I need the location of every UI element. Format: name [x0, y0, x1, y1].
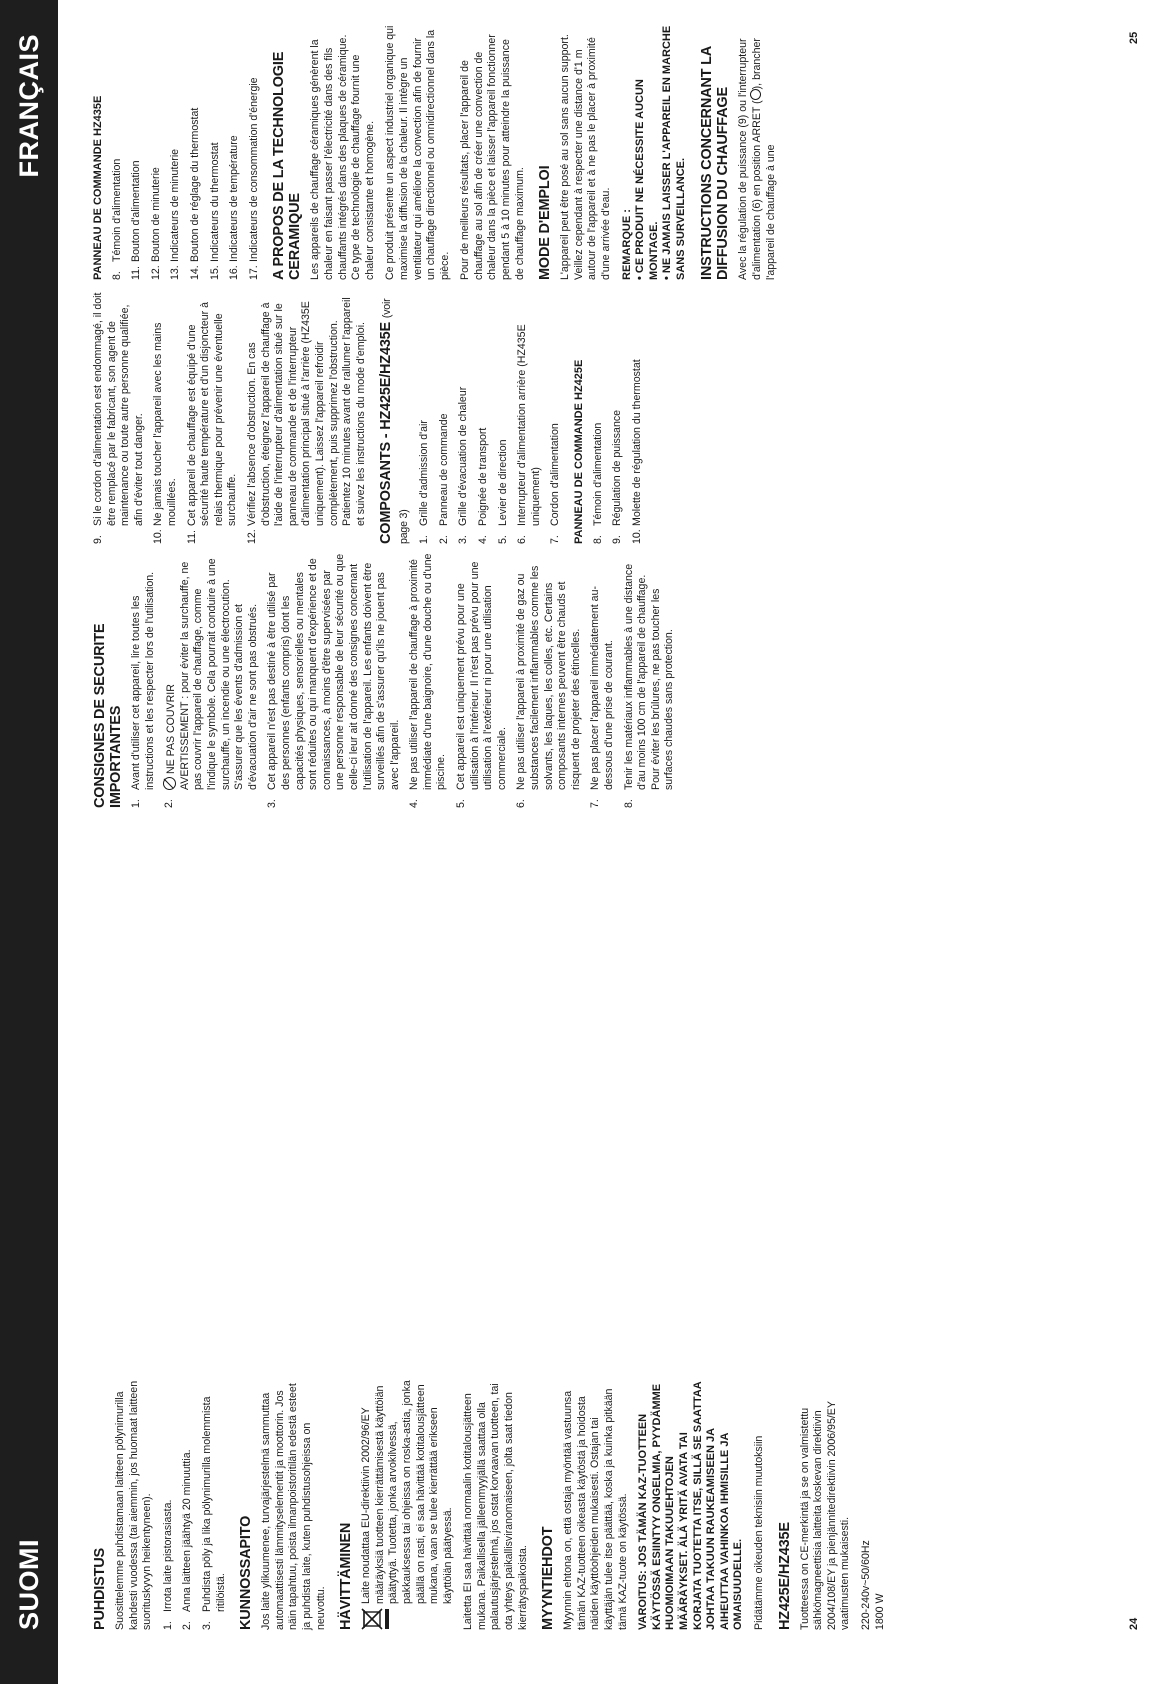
page-number-right: 25 [1128, 31, 1140, 44]
paragraph: Jos laite ylikuumenee, turvajärjestelmä sammuttaa automaattisesti lämmityselementit ja moottorin. Jos näin tapahtuu, poista ilmanpoistoritilän edestä esteet ja puhdista laite, kuten puhdistusohjeissa on neuvottu. [260, 1383, 327, 1630]
safety-list [130, 553, 677, 808]
list-item: 1. Grille d'admission d'air [418, 420, 431, 544]
control-panel-435-list [111, 25, 262, 280]
control-panel-425-list [592, 289, 645, 544]
subsection-title: PANNEAU DE COMMANDE HZ425E [573, 359, 586, 544]
list-item: 3. Cet appareil n'est pas destiné à être utilisé par des personnes (enfants compris) dont les capacités physiques, sensorielles ou mentales sont réduites ou qui manquent d'expérience et de connaissances, à moins d'être supervisées par une personne responsable de leur sécurité ou que celle-ci leur ait donné des consignes concernant l'utilisation de l'appareil. Les enfants doivent être surveillés afin de s'assurer qu'ils ne jouent pas avec l'appareil. [266, 553, 401, 808]
note-item: • NE JAMAIS LAISSER L'APPAREIL EN MARCHE SANS SURVEILLANCE. [661, 25, 687, 280]
list-item: 2. Anna laitteen jäähtyä 20 minuuttia. [181, 1449, 194, 1630]
fi-column-1 [92, 1380, 887, 1630]
list-item: 3. Puhdista pöly ja lika pölynimurilla molemmista ritilöistä. [200, 1396, 227, 1630]
list-item: 13. Indicateurs de minuterie [169, 148, 182, 280]
section-title: COMPOSANTS - HZ425E/HZ435E (voir page 3) [378, 298, 411, 544]
list-item: 15. Indicateurs du thermostat [208, 142, 221, 280]
list-item: 2. NE PAS COUVRIR AVERTISSEMENT : pour éviter la surchauffe, ne pas couvrir l'appareil de chauffage, comme l'indique le symbole. Cela pourrait conduire à une surchauffe, un incendie ou une électrocution. S'assurer que les évents d'admission et d'évacuation d'air ne sont pas obstrués. [163, 558, 259, 808]
list-item: 14. Bouton de réglage du thermostat [188, 107, 201, 280]
crossed-bin-icon [360, 1608, 390, 1630]
section-title: PUHDISTUS [92, 1548, 108, 1630]
paragraph: Laite noudattaa EU-direktiivin 2002/96/EY määräyksiä tuotteen kierrättämisestä käyttöiän päätyttyä. Tuotetta, jonka arvokilvessä, pakkauksessa tai ohjeissa on roska-astia, jonka päällä on rasti, ei saa hävittää kotitalousjätteen mukana, vaan se tulee kierrättää erikseen käyttöiän päätyessä. [360, 1380, 454, 1604]
paragraph: Les appareils de chauffage céramiques génèrent la chaleur en faisant passer l'électricité dans des fils chauffants intégrés dans des plaques de céramique. Ce type de technologie de chauffage fournit une chaleur consistante et homogène. [309, 34, 376, 280]
header-title-francais: FRANÇAIS [13, 34, 44, 178]
paragraph: Suosittelemme puhdistamaan laitteen pölynimurilla kahdesti vuodessa (tai aiemmin, jos huomaat laitteen suorituskyvyn heikentyneen). [114, 1380, 154, 1630]
cleaning-steps [162, 1380, 228, 1630]
list-item: 8. Témoin d'alimentation [110, 158, 123, 280]
section-title: CONSIGNES DE SECURITE IMPORTANTES [92, 623, 124, 808]
language-header-left [0, 842, 58, 1684]
paragraph: Avec la régulation de puissance (9) ou l'interrupteur d'alimentation (6) en position ARRET (), brancher l'appareil de chauffage à une [736, 38, 777, 280]
header-title-suomi: SUOMI [13, 1538, 44, 1630]
safety-list-continued [92, 289, 368, 544]
list-item: 4. Poignée de transport [477, 427, 490, 544]
list-item: 4. Ne pas utiliser l'appareil de chauffage à proximité immédiate d'une baignoire, d'une douche ou d'une piscine. [408, 553, 448, 808]
fr-column-3 [92, 25, 785, 280]
list-item: 6. Interrupteur d'alimentation arrière (HZ435E uniquement) [516, 324, 542, 544]
list-item: 3. Grille d'évacuation de chaleur [457, 386, 470, 544]
paragraph: Pidätämme oikeuden teknisiin muutoksiin [752, 1435, 765, 1630]
note-item: • CE PRODUIT NE NÉCESSITE AUCUN MONTAGE. [634, 79, 660, 280]
warning-text: VAROITUS: JOS TÄMÄN KAZ-TUOTTEEN KÄYTÖSSÄ ESIINTYY ONGELMIA, PYYDÄMME HUOMIOIMAAN TAKUUEHTOJEN MÄÄRÄYKSET. ÄLÄ YRITÄ AVATA TAI KORJATA TUOTETTA ITSE, SILLÄ SE SAATTAA JOHTAA TAKUUN RAUKEAMISEEN JA AIHEUTTAA VAHINKOA IHMISILLE JA OMAISUUDELLE. [637, 1381, 745, 1630]
list-item: 10. Ne jamais toucher l'appareil avec les mains mouillées. [152, 322, 178, 544]
list-item: 1. Irrota laite pistorasiasta. [161, 1499, 174, 1630]
voltage-spec: 220-240v~50/60Hz [859, 1540, 872, 1630]
list-item: 2. Panneau de commande [437, 413, 450, 544]
paragraph: Tuotteessa on CE-merkintä ja se on valmistettu sähkömagneettisia laitteita koskevan direktiivin 2004/108/EY ja pienjännitedirektiivin 2006/95/EY vaatimusten mukaisesti. [798, 1401, 852, 1630]
paragraph: Myynnin ehtona on, että ostaja myöntää vastuunsa tämän KAZ-tuotteen oikeasta käytöstä ja hoidosta näiden käyttöohjeiden mukaisesti. Ostajan tai käyttäjän tulee itse päättää, koska ja kuinka pitkään tämä KAZ-tuote on käytössä. [562, 1388, 629, 1630]
do-not-cover-label: NE PAS COUVRIR [165, 684, 178, 774]
weee-block [360, 1380, 462, 1630]
paragraph: Ce produit présente un aspect industriel organique qui maximise la diffusion de la chaleur. Il intègre un ventilateur qui améliore la convection afin de fournir un chauffage directionnel ou omnidirectionnel dans la pièce. [384, 25, 451, 280]
components-list [418, 289, 563, 544]
paragraph: Pour de meilleurs résultats, placer l'appareil de chauffage au sol afin de créer une convection de chaleur dans la pièce et laisser l'appareil fonctionner pendant 5 à 10 minutes pour atteindre la puissance de chauffage maximum. [459, 34, 526, 280]
subsection-title: PANNEAU DE COMMANDE HZ435E [92, 95, 104, 280]
list-item: 9. Régulation de puissance [611, 409, 624, 544]
list-item: 11. Bouton d'alimentation [130, 160, 143, 280]
language-header-right [0, 0, 58, 842]
list-item: 8. Témoin d'alimentation [591, 422, 604, 544]
page-number-left: 24 [1128, 1617, 1140, 1630]
list-item: 6. Ne pas utiliser l'appareil à proximité de gaz ou substances facilement inflammables comme les solvants, les laques, les colles, etc. Certains composants internes peuvent être chauds et risquent de projeter des étincelles. [515, 565, 582, 808]
fr-column-1 [92, 553, 683, 808]
list-item: 17. Indicateurs de consommation d'énergie [247, 77, 260, 280]
list-item: 12. Vérifiez l'absence d'obstruction. En cas d'obstruction, éteignez l'appareil de chauffage à l'aide de l'interrupteur d'alimentation situé sur le panneau de commande et de l'interrupteur d'alimentation principal situé à l'arrière (HZ435E uniquement). Laissez l'appareil refroidir complètement, puis supprimez l'obstruction. Patientez 10 minutes avant de rallumer l'appareil et suivez les instructions du mode d'emploi. [245, 297, 367, 544]
list-item: 8. Tenir les matériaux inflammables à une distance d'au moins 100 cm de l'appareil de chauffage. Pour éviter les brûlures, ne pas toucher les surfaces chaudes sans protection. [622, 563, 676, 808]
list-item: 5. Cet appareil est uniquement prévu pour une utilisation à l'intérieur. Il n'est pas prévu pour une utilisation à l'extérieur ni pour une utilisation commerciale. [455, 561, 508, 808]
power-spec: 1800 W [873, 1593, 886, 1630]
section-title: MYYNTIEHDOT [540, 1526, 557, 1630]
note-heading: REMARQUE : [620, 209, 633, 280]
list-item: 16. Indicateurs de température [228, 135, 241, 280]
do-not-cover-icon [163, 777, 176, 790]
page-reference: (voir page 3) [381, 298, 411, 544]
fr-column-2 [92, 289, 650, 544]
section-title: HÄVITTÄMINEN [338, 1522, 355, 1630]
paragraph: L'appareil peut être posé au sol sans aucun support. Veillez cependant à respecter une distance d'1 m autour de l'appareil et à ne pas le placer à proximité d'une arrivée d'eau. [559, 34, 613, 280]
list-item: 5. Levier de direction [496, 439, 509, 544]
section-title: KUNNOSSAPITO [238, 1515, 255, 1630]
list-item: 1. Avant d'utiliser cet appareil, lire toutes les instructions et les respecter lors de l'utilisation. [130, 571, 156, 808]
list-item: 7. Ne pas placer l'appareil immédiatement au-dessous d'une prise de courant. [589, 586, 615, 808]
paragraph: Laitetta EI saa hävittää normaalin kotitalousjätteen mukana. Paikallisella jälleenmyyjällä saattaa olla palautusjärjestelmä, jos ostat korvaavan tuotteen, tai ota yhteys paikallisviranomaiseen, jolta saat tiedon kierrätyspaikoista. [462, 1383, 529, 1630]
section-title: MODE D'EMPLOI [537, 165, 554, 280]
section-title: INSTRUCTIONS CONCERNANT LA DIFFUSION DU CHAUFFAGE [698, 46, 731, 280]
off-symbol-icon [750, 89, 761, 100]
section-title: A PROPOS DE LA TECHNOLOGIE CERAMIQUE [271, 51, 304, 280]
list-item: 9. Si le cordon d'alimentation est endommagé, il doit être remplacé par le fabricant, son agent de maintenance ou toute autre personne qualifiée, afin d'éviter tout danger. [92, 292, 145, 544]
list-item: 11. Cet appareil de chauffage est équipé d'une sécurité haute température et d'un disjoncteur à relais thermique pour prévenir une éventuelle surchauffe. [185, 301, 239, 544]
list-item: 7. Cordon d'alimentation [549, 423, 562, 544]
section-title: HZ425E/HZ435E [776, 1522, 793, 1630]
list-item: 12. Bouton de minuterie [149, 167, 162, 280]
list-item: 10. Molette de régulation du thermostat [630, 359, 643, 544]
